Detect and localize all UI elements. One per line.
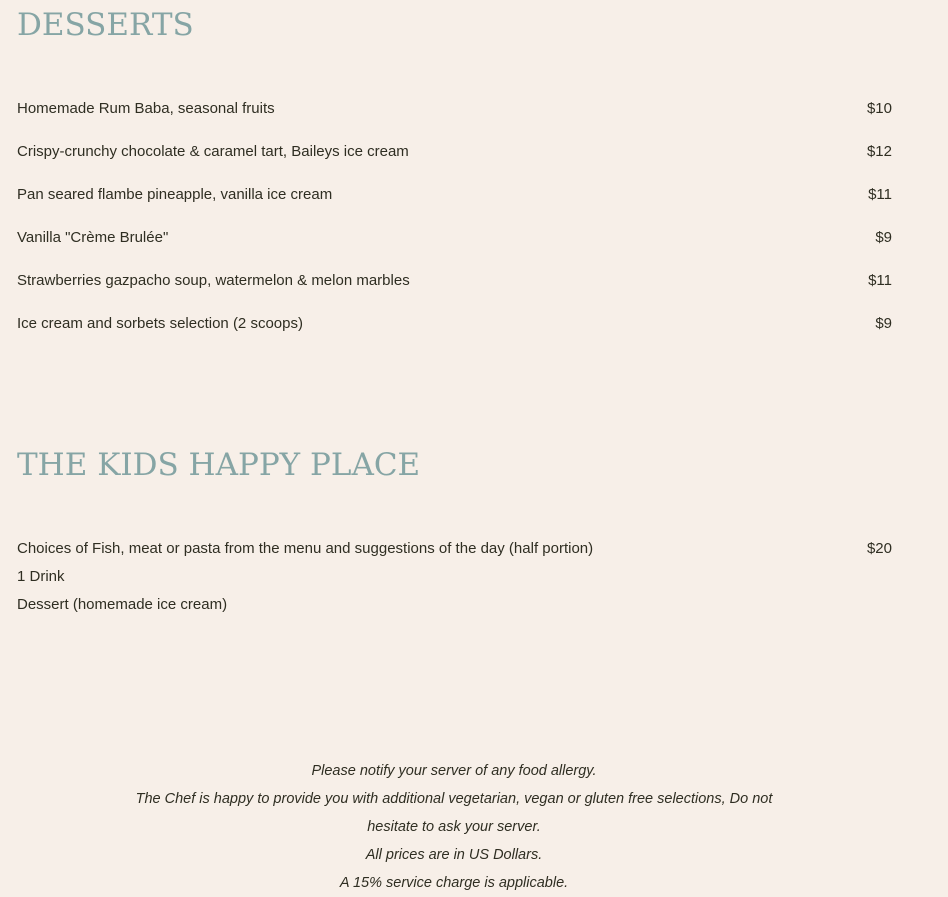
menu-item-price: $11 xyxy=(868,186,892,203)
chef-note-line-1: The Chef is happy to provide you with additional vegetarian, vegan or gluten free selections, Do not xyxy=(135,791,773,807)
menu-item xyxy=(17,98,892,120)
menu-item-name: Homemade Rum Baba, seasonal fruits xyxy=(17,100,275,117)
kids-item-price: $20 xyxy=(866,540,892,557)
menu-item xyxy=(17,141,892,163)
kids-drink-line: 1 Drink xyxy=(17,568,65,585)
currency-note: All prices are in US Dollars. xyxy=(365,847,543,863)
kids-heading: THE KIDS HAPPY PLACE xyxy=(17,447,421,483)
menu-item xyxy=(17,270,892,292)
menu-item-name: Pan seared flambe pineapple, vanilla ice cream xyxy=(17,186,333,203)
kids-dessert-line: Dessert (homemade ice cream) xyxy=(17,596,228,613)
service-charge-note: A 15% service charge is applicable. xyxy=(339,875,569,891)
menu-item-price: $9 xyxy=(875,315,892,332)
menu-item-name: Vanilla "Crème Brulée" xyxy=(17,229,169,246)
menu-item-price: $12 xyxy=(866,143,892,160)
menu-item xyxy=(17,227,892,249)
chef-note-line-2: hesitate to ask your server. xyxy=(367,819,541,835)
desserts-heading: DESSERTS xyxy=(17,7,194,43)
menu-item-name: Strawberries gazpacho soup, watermelon & melon marbles xyxy=(17,272,410,289)
kids-item-name: Choices of Fish, meat or pasta from the menu and suggestions of the day (half portion) xyxy=(17,540,594,557)
menu-item-price: $9 xyxy=(875,229,892,246)
allergy-note: Please notify your server of any food allergy. xyxy=(311,763,597,779)
footer-notes xyxy=(0,757,908,897)
menu-item-name: Crispy-crunchy chocolate & caramel tart, Baileys ice cream xyxy=(17,143,409,160)
kids-menu-item xyxy=(17,538,892,560)
menu-item xyxy=(17,313,892,335)
menu-item-price: $10 xyxy=(866,100,892,117)
menu-item-price: $11 xyxy=(868,272,892,289)
menu-item-name: Ice cream and sorbets selection (2 scoops) xyxy=(17,315,303,332)
menu-item xyxy=(17,184,892,206)
